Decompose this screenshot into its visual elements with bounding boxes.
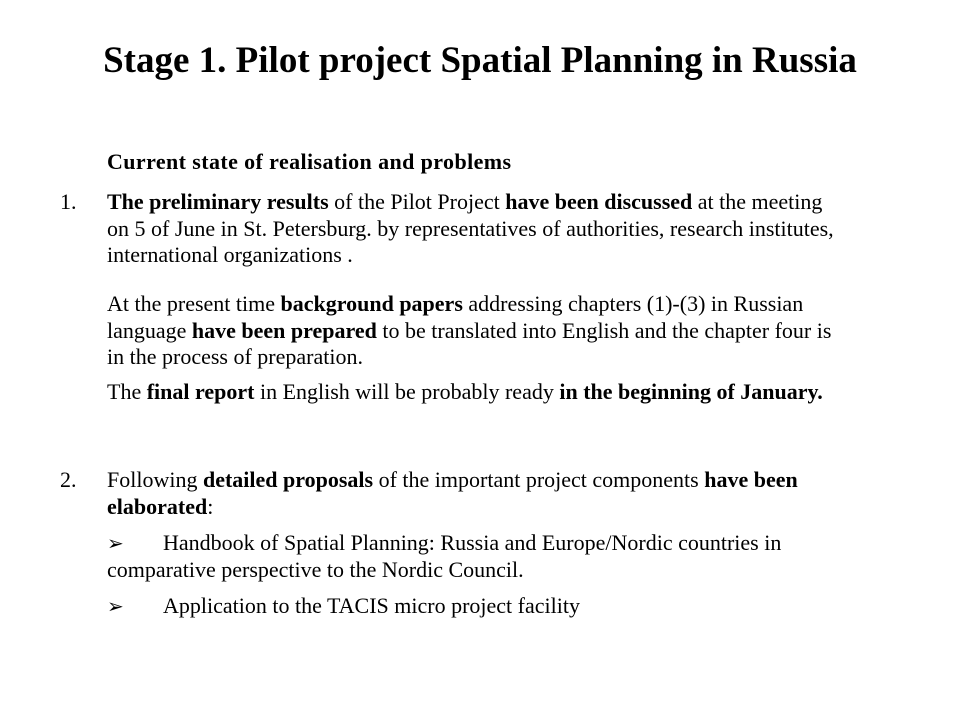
text: :	[207, 493, 214, 519]
item2-paragraph-1	[107, 467, 842, 520]
bold-text: have been discussed	[505, 189, 693, 214]
bullet-item-1	[107, 530, 842, 583]
text: addressing chapters (1)-(3) in Russian language	[107, 291, 804, 343]
bullet-item-2	[107, 593, 842, 620]
slide-title: Stage 1. Pilot project Spatial Planning in Russia	[103, 40, 857, 81]
bold-text: background papers	[280, 291, 463, 316]
bullet-text: Handbook of Spatial Planning: Russia and Europe/Nordic countries in comparative perspective to the Nordic Council.	[107, 530, 782, 582]
item1-paragraph-2	[107, 291, 842, 371]
text: of the Pilot Project	[328, 189, 506, 214]
bold-text: have been prepared	[191, 317, 377, 343]
bullet-text: Application to the TACIS micro project facility	[163, 593, 580, 618]
text: The	[107, 379, 147, 404]
bold-text: detailed proposals	[202, 467, 374, 492]
list-number-1: 1.	[60, 189, 77, 214]
text: to be translated into English and the chapter four is in the process of preparation.	[107, 317, 832, 369]
bold-text: in the beginning of January.	[559, 379, 823, 404]
item1-paragraph-3	[107, 379, 847, 406]
item1-paragraph-1	[107, 189, 842, 269]
slide-subtitle: Current state of realisation and problems	[107, 149, 512, 174]
text: at the meeting on 5 of June in St. Petersburg. by representatives of authorities, research institutes, international organizations .	[107, 189, 834, 267]
text: Following	[107, 467, 203, 492]
bold-text: The preliminary results	[107, 189, 329, 214]
list-number-2: 2.	[60, 467, 77, 492]
arrow-bullet-icon: ➢	[107, 594, 124, 618]
text: of the important project components	[373, 467, 705, 492]
bold-text: final report	[146, 379, 255, 404]
text: At the present time	[107, 291, 281, 316]
arrow-bullet-icon: ➢	[107, 531, 124, 555]
text: in English will be probably ready	[254, 379, 560, 404]
bold-text: have been elaborated	[107, 467, 798, 519]
